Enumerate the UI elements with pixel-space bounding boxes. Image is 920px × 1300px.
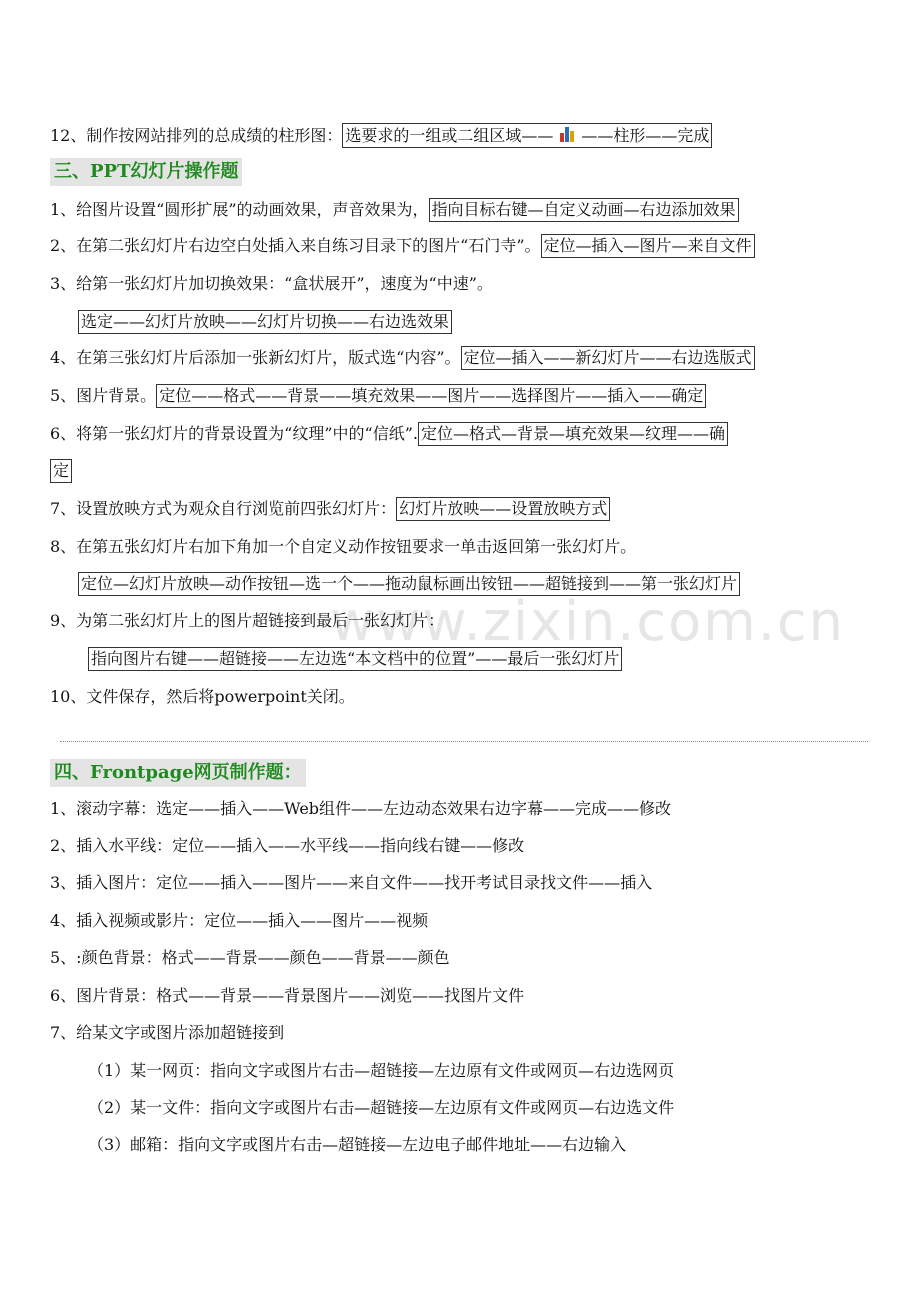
- answer-text: ——柱形——完成: [581, 126, 710, 145]
- ppt-item-7: [50, 497, 610, 521]
- answer-text: 选要求的一组或二组区域——: [345, 126, 554, 145]
- item-text: 8、在第五张幻灯片右加下角加一个自定义动作按钮要求一单击返回第一张幻灯片。: [50, 537, 637, 556]
- ppt-item-1: [50, 198, 739, 222]
- ppt-item-8: [50, 535, 636, 559]
- ppt-item-6: [50, 422, 728, 446]
- fp-item-4: 4、插入视频或影片：定位——插入——图片——视频: [50, 911, 429, 930]
- watermark: www.zixin.com.cn: [330, 590, 845, 653]
- dotted-divider: [60, 741, 868, 742]
- fp-item-2: 2、插入水平线：定位——插入——水平线——指向线右键——修改: [50, 836, 525, 855]
- section-heading-ppt: 三、PPT幻灯片操作题: [50, 158, 242, 186]
- ppt-item-2: [50, 234, 755, 258]
- item-text: 10、文件保存，然后将powerpoint关闭。: [50, 687, 355, 706]
- fp-item-5: 5、:颜色背景：格式——背景——颜色——背景——颜色: [50, 948, 450, 967]
- fp-item-6: 6、图片背景：格式——背景——背景图片——浏览——找图片文件: [50, 986, 525, 1005]
- ppt-item-10: [50, 685, 355, 709]
- ppt-item-5: [50, 384, 706, 408]
- ppt-item-4: [50, 346, 755, 370]
- answer-box: 定位—插入—图片—来自文件: [541, 234, 755, 258]
- answer-box: 指向图片右键——超链接——左边选“本文档中的位置”——最后一张幻灯片: [88, 647, 622, 671]
- item-text: 12、制作按网站排列的总成绩的柱形图：: [50, 126, 343, 145]
- answer-box: 幻灯片放映——设置放映方式: [396, 497, 610, 521]
- section-heading-frontpage: 四、Frontpage网页制作题：: [50, 759, 306, 787]
- ppt-item-9: [50, 609, 444, 633]
- item-text: 3、给第一张幻灯片加切换效果：“盒状展开”，速度为“中速”。: [50, 274, 493, 293]
- item-text: 1、给图片设置“圆形扩展”的动画效果，声音效果为，: [50, 200, 429, 219]
- item-text: 7、设置放映方式为观众自行浏览前四张幻灯片：: [50, 499, 397, 518]
- fp-subitem-2: （2）某一文件：指向文字或图片右击—超链接—左边原有文件或网页—右边选文件: [88, 1098, 675, 1117]
- answer-box: 选定——幻灯片放映——幻灯片切换——右边选效果: [78, 310, 452, 334]
- item-text: 6、将第一张幻灯片的背景设置为“纹理”中的“信纸”.: [50, 424, 418, 443]
- fp-item-3: 3、插入图片：定位——插入——图片——来自文件——找开考试目录找文件——插入: [50, 873, 653, 892]
- answer-box: 定位—幻灯片放映—动作按钮—选一个——拖动鼠标画出铵钮——超链接到——第一张幻灯片: [78, 572, 740, 596]
- ppt-item-3: [50, 272, 493, 296]
- fp-subitem-3: （3）邮箱：指向文字或图片右击—超链接—左边电子邮件地址——右边输入: [88, 1135, 627, 1154]
- excel-item-12: [50, 123, 712, 148]
- fp-subitem-1: （1）某一网页：指向文字或图片右击—超链接—左边原有文件或网页—右边选网页: [88, 1061, 675, 1080]
- item-text: 5、图片背景。: [50, 386, 157, 405]
- ppt-item-8-answer: [78, 572, 740, 596]
- ppt-item-3-answer: [78, 310, 452, 334]
- answer-box: 定: [50, 459, 72, 483]
- fp-item-7: 7、给某文字或图片添加超链接到: [50, 1023, 285, 1042]
- answer-box: 定位—插入——新幻灯片——右边选版式: [461, 346, 755, 370]
- answer-box: 指向目标右键—自定义动画—右边添加效果: [429, 198, 739, 222]
- ppt-item-6-cont: [50, 459, 72, 483]
- ppt-item-9-answer: [88, 647, 622, 671]
- answer-box: [342, 123, 712, 148]
- item-text: 4、在第三张幻灯片后添加一张新幻灯片，版式选“内容”。: [50, 348, 461, 367]
- fp-item-1: 1、滚动字幕：选定——插入——Web组件——左边动态效果右边字幕——完成——修改: [50, 799, 672, 818]
- answer-box: 定位—格式—背景—填充效果—纹理——确: [418, 422, 728, 446]
- bar-chart-icon: [557, 124, 577, 144]
- item-text: 2、在第二张幻灯片右边空白处插入来自练习目录下的图片“石门寺”。: [50, 236, 541, 255]
- answer-box: 定位——格式——背景——填充效果——图片——选择图片——插入——确定: [156, 384, 706, 408]
- item-text: 9、为第二张幻灯片上的图片超链接到最后一张幻灯片：: [50, 611, 445, 630]
